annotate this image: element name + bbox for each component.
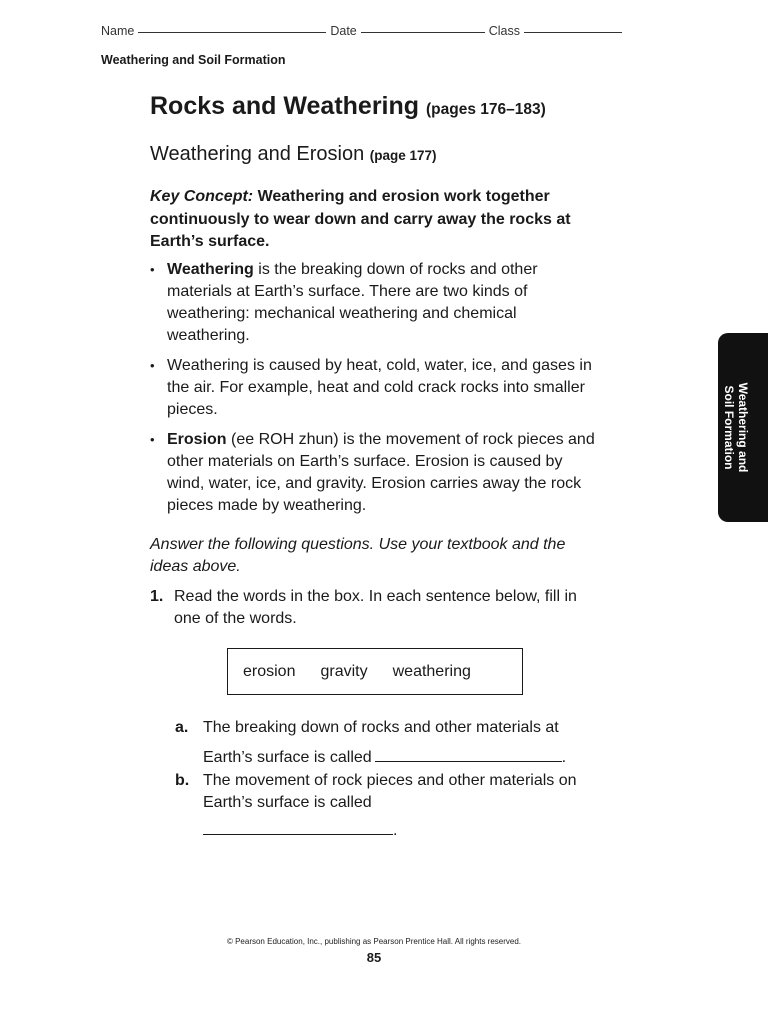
class-label: Class — [488, 24, 521, 38]
bullet-text: (ee ROH zhun) is the movement of rock pieces and other materials on Earth’s surface. Erosion is caused by wind, water, ice, and gravity. Erosion carries away the rock pieces made by weathering. — [167, 431, 595, 514]
question-number: 1. — [150, 588, 164, 605]
sub-question-letter: b. — [175, 772, 190, 789]
side-tab-line2: Soil Formation — [722, 385, 736, 470]
sub-question-letter: a. — [175, 719, 189, 736]
header-fields — [101, 22, 626, 40]
key-concept-text: Weathering and erosion work together continuously to wear down and carry away the rocks at Earth’s surface. — [150, 188, 571, 250]
sub-question-text: The breaking down of rocks and other materials at — [203, 719, 559, 736]
bullet-list — [150, 259, 600, 517]
word-box-item: weathering — [392, 662, 471, 680]
bullet-term: Erosion — [167, 431, 227, 448]
word-box — [227, 648, 523, 695]
title-main: Rocks and Weathering — [150, 92, 420, 120]
question-1 — [150, 586, 600, 630]
copyright-notice: © Pearson Education, Inc., publishing as Pearson Prentice Hall. All rights reserved. — [226, 937, 522, 946]
bullet-item — [150, 429, 600, 517]
page-number: 85 — [366, 950, 382, 965]
name-label: Name — [101, 24, 135, 38]
date-blank — [361, 32, 485, 33]
word-box-item: gravity — [320, 662, 368, 680]
subtitle-pages: (page 177) — [369, 148, 437, 163]
question-text: Read the words in the box. In each sentence below, fill in one of the words. — [174, 588, 577, 627]
section-label: Weathering and Soil Formation — [101, 53, 286, 67]
question-1b — [175, 770, 605, 842]
bullet-item — [150, 355, 600, 421]
question-1a — [175, 717, 605, 769]
sub-question-line2: Earth’s surface is called . — [203, 749, 567, 766]
instruction-text: Answer the following questions. Use your textbook and the ideas above. — [150, 536, 566, 575]
side-tab-label — [708, 333, 758, 522]
key-concept-label: Key Concept: — [150, 188, 254, 205]
title-pages: (pages 176–183) — [426, 101, 546, 118]
sub-question-line3: . — [175, 820, 605, 842]
bullet-item — [150, 259, 600, 347]
key-concept — [150, 186, 600, 254]
subtitle-main: Weathering and Erosion — [150, 143, 365, 165]
page-title — [150, 92, 546, 121]
section-subtitle — [150, 143, 437, 166]
bullet-text: is the breaking down of rocks and other materials at Earth’s surface. There are two kinds of weathering: mechanical weathering and chemical weathering. — [167, 261, 538, 344]
bullet-text: Weathering is caused by heat, cold, water, ice, and gases in the air. For example, heat and cold crack rocks into smaller pieces. — [167, 357, 592, 418]
word-box-item: erosion — [243, 662, 296, 680]
name-blank — [138, 32, 326, 33]
sub-question-text: The movement of rock pieces and other materials on Earth’s surface is called — [203, 772, 577, 811]
date-label: Date — [330, 24, 357, 38]
side-tab-line1: Weathering and — [736, 382, 750, 473]
answer-blank-b[interactable] — [203, 820, 393, 835]
class-blank — [524, 32, 622, 33]
chapter-side-tab — [718, 333, 768, 522]
answer-blank-a[interactable] — [375, 747, 562, 762]
bullet-term: Weathering — [167, 261, 254, 278]
